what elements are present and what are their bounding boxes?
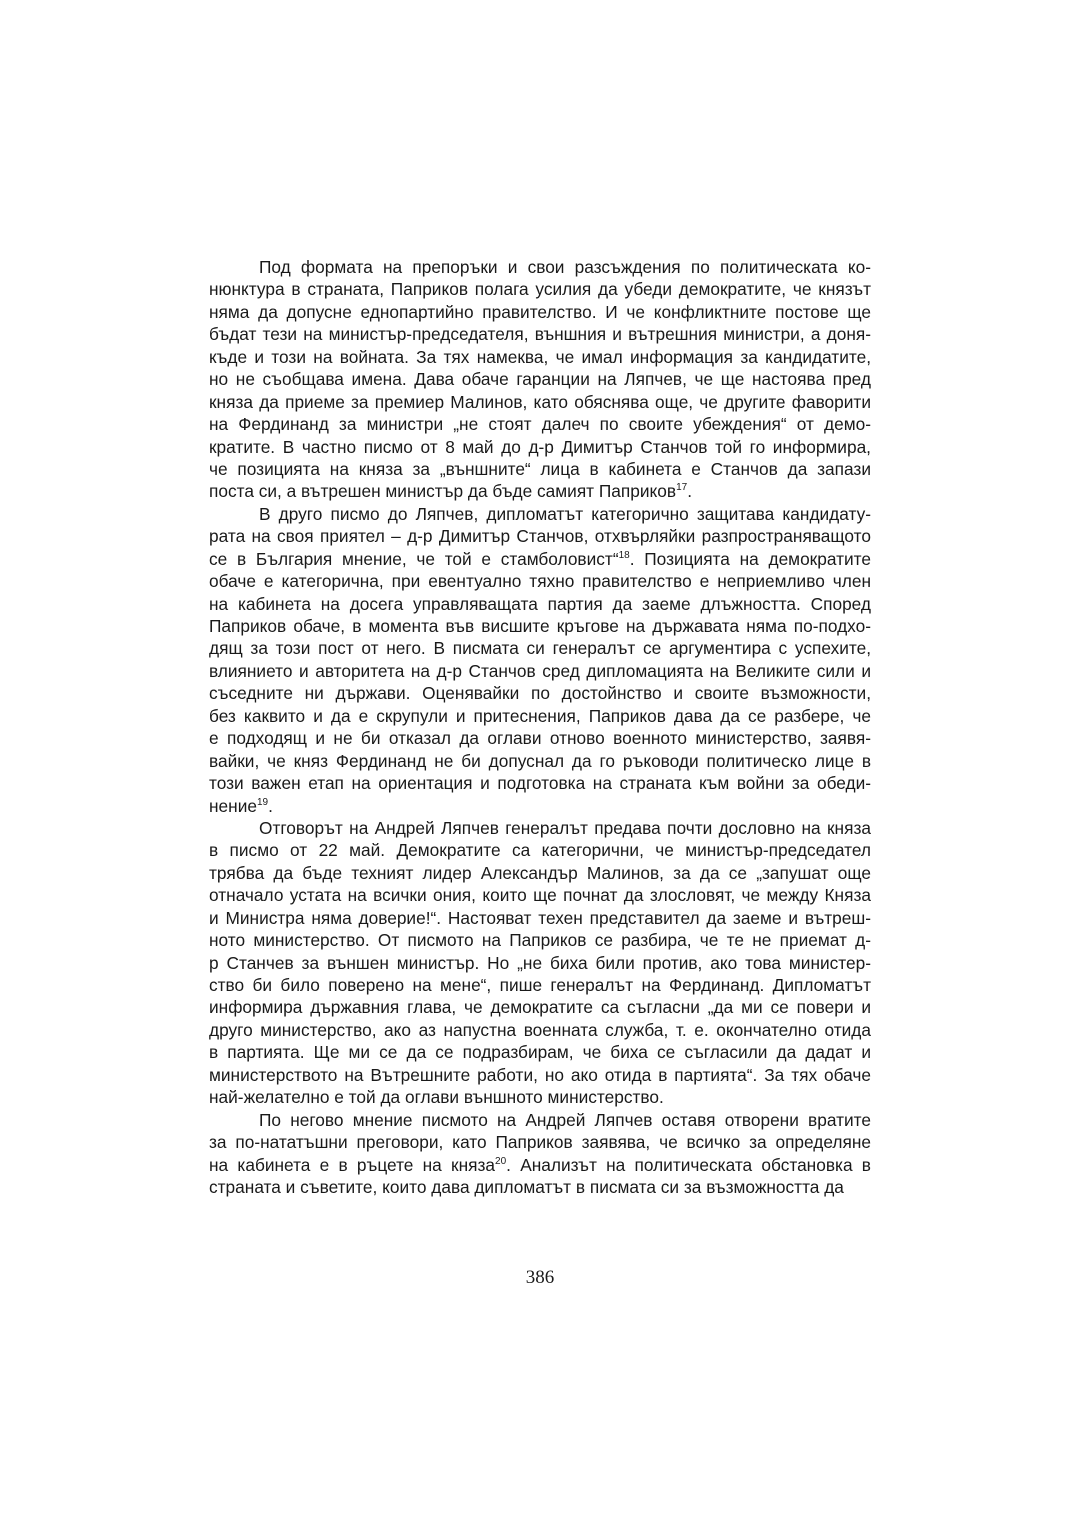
text-line xyxy=(209,278,871,300)
text-line xyxy=(209,682,871,704)
text-line xyxy=(209,391,871,413)
line-text: информира държавния глава, че демократите са съгласни „да ми се повери и xyxy=(209,997,871,1018)
text-line xyxy=(209,1131,871,1153)
line-text: къде и този на войната. За тях намеква, че имал информация за кандидатите, xyxy=(209,346,871,367)
line-text: трябва да бъде техният лидер Александър Малинов, за да се „запушат още xyxy=(209,862,871,883)
text-line xyxy=(209,1154,871,1176)
text-line xyxy=(209,615,871,637)
line-text: е подходящ и не би отказал да оглави отново военното министерство, заявя- xyxy=(209,728,871,749)
line-text: за по-нататъшни преговори, като Паприков заявява, че всичко за определяне xyxy=(209,1132,871,1153)
line-text-after: . Анализът на политическата обстановка в xyxy=(506,1154,871,1175)
text-line xyxy=(209,727,871,749)
line-text: няма да допусне еднопартийно правителство. И че конфликтните постове ще xyxy=(209,301,871,322)
page-number: 386 xyxy=(525,1267,555,1288)
text-line xyxy=(209,368,871,390)
text-line xyxy=(209,907,871,929)
line-text: съседните ни държави. Оценявайки по достойнство и своите възможности, xyxy=(209,683,871,704)
line-text: че позицията на княза за „външните“ лица в кабинета е Станчов да запази xyxy=(209,458,871,479)
text-line xyxy=(209,637,871,659)
text-line xyxy=(209,929,871,951)
text-line xyxy=(209,593,871,615)
text-line xyxy=(209,660,871,682)
line-text: нение xyxy=(209,795,257,816)
line-text: влиянието и авторитета на д-р Станчов сред дипломацията на Великите сили и xyxy=(209,660,871,681)
text-line xyxy=(209,480,871,502)
line-text: рата на своя приятел – д-р Димитър Станчов, отхвърляйки разпространяващото xyxy=(209,526,871,547)
line-text: друго министерство, ако аз напустна военната служба, т. е. окончателно отида xyxy=(209,1019,871,1040)
text-line xyxy=(209,996,871,1018)
footnote-reference[interactable]: 17 xyxy=(676,482,688,494)
line-text: в партията. Ще ми се да се подразбирам, че биха се съгласили да дадат и xyxy=(209,1042,871,1063)
line-text: министерството на Вътрешните работи, но ако отида в партията“. За тях обаче xyxy=(209,1064,871,1085)
text-line xyxy=(209,458,871,480)
text-line xyxy=(209,503,871,525)
footnote-reference[interactable]: 20 xyxy=(495,1155,507,1167)
text-line xyxy=(209,1041,871,1063)
line-text-after: . xyxy=(687,481,693,502)
line-text: без каквито и да е скрупули и притеснения, Паприков дава да се разбере, че xyxy=(209,705,871,726)
line-text: на кабинета на досега управляващата партия да заеме длъжността. Според xyxy=(209,593,871,614)
text-line xyxy=(209,795,871,817)
line-text: дящ за този пост от него. В писмата си генералът се аргументира с успехите, xyxy=(209,638,871,659)
line-text: Паприков обаче, в момента във висшите кръгове на държавата няма по-подхо- xyxy=(209,616,871,636)
line-text: поста си, а вътрешен министър да бъде самият Паприков xyxy=(209,481,677,502)
paragraph xyxy=(209,503,871,817)
text-line xyxy=(209,548,871,570)
line-text: най-желателно е той да оглави външното министерство. xyxy=(209,1087,664,1108)
line-text: По негово мнение писмото на Андрей Ляпчев оставя отворени вратите xyxy=(259,1109,871,1130)
line-text-after: . Позицията на демократите xyxy=(629,548,871,569)
line-text: кратите. В частно писмо от 8 май до д-р Димитър Станчов той го информира, xyxy=(209,436,871,457)
line-text: княза да приеме за премиер Малинов, като обяснява още, че другите фаворити xyxy=(209,391,871,412)
line-text: и Министра няма доверие!“. Настояват техен представител да заеме и вътреш- xyxy=(209,907,871,928)
line-text: нюнктура в страната, Паприков полага усилия да убеди демократите, че князът xyxy=(209,279,871,300)
line-text: Под формата на препоръки и свои разсъждения по политическата ко- xyxy=(259,257,871,277)
line-text: ство би било поверено на мене“, пише генералът на Фердинанд. Дипломатът xyxy=(209,975,871,995)
text-line xyxy=(209,952,871,974)
line-text: обаче е категорична, при евентуално тяхно правителство е неприемливо член xyxy=(209,571,871,592)
line-text: в писмо от 22 май. Демократите са категорични, че министър-председател xyxy=(209,840,871,861)
text-line xyxy=(209,772,871,794)
text-line xyxy=(209,1064,871,1086)
paragraph xyxy=(209,256,871,503)
text-line xyxy=(209,862,871,884)
paragraph xyxy=(209,817,871,1109)
line-text: на Фердинанд за министри „не стоят далеч по своите убеждения“ от демо- xyxy=(209,414,871,435)
text-line xyxy=(209,1109,871,1131)
text-line xyxy=(209,884,871,906)
line-text-after: . xyxy=(268,795,273,816)
line-text: отначало устата на всички ония, които ще почнат да злословят, че между Княза xyxy=(209,885,871,906)
text-line xyxy=(209,413,871,435)
text-line xyxy=(209,301,871,323)
text-line xyxy=(209,974,871,996)
text-line xyxy=(209,570,871,592)
line-text: В друго писмо до Ляпчев, дипломатът категорично защитава кандидату- xyxy=(259,503,871,524)
text-line xyxy=(209,525,871,547)
line-text: този важен етап на ориентация и подготовка на страната към войни за обеди- xyxy=(209,773,871,794)
text-line xyxy=(209,1019,871,1041)
text-line xyxy=(209,256,871,278)
text-line xyxy=(209,436,871,458)
line-text: р Станчев за външен министър. Но „не биха били против, ако това министер- xyxy=(209,952,871,973)
line-text: Отговорът на Андрей Ляпчев генералът предава почти дословно на княза xyxy=(259,817,871,838)
text-line xyxy=(209,323,871,345)
paragraph xyxy=(209,1109,871,1199)
text-line xyxy=(209,346,871,368)
text-line xyxy=(209,817,871,839)
line-text: бъдат тези на министър-председателя, външния и вътрешния министри, а доня- xyxy=(209,324,871,345)
footnote-reference[interactable]: 19 xyxy=(256,796,269,808)
line-text: страната и съветите, които дава дипломатът в писмата си за възможността да xyxy=(209,1176,844,1197)
body-text xyxy=(209,256,871,1198)
line-text: ното министерство. От писмото на Паприков се разбира, че те не приемат д- xyxy=(209,930,871,951)
line-text: вайки, че княз Фердинанд не би допуснал да го ръководи политическо лице в xyxy=(209,750,871,771)
footnote-reference[interactable]: 18 xyxy=(618,549,630,561)
line-text: се в България мнение, че той е стамболовист“ xyxy=(209,548,619,569)
text-line xyxy=(209,1176,871,1198)
text-line xyxy=(209,1086,871,1108)
line-text: на кабинета е в ръцете на княза xyxy=(209,1154,496,1175)
text-line xyxy=(209,839,871,861)
text-line xyxy=(209,705,871,727)
line-text: но не съобщава имена. Дава обаче гаранции на Ляпчев, че ще настоява пред xyxy=(209,369,871,390)
text-line xyxy=(209,750,871,772)
